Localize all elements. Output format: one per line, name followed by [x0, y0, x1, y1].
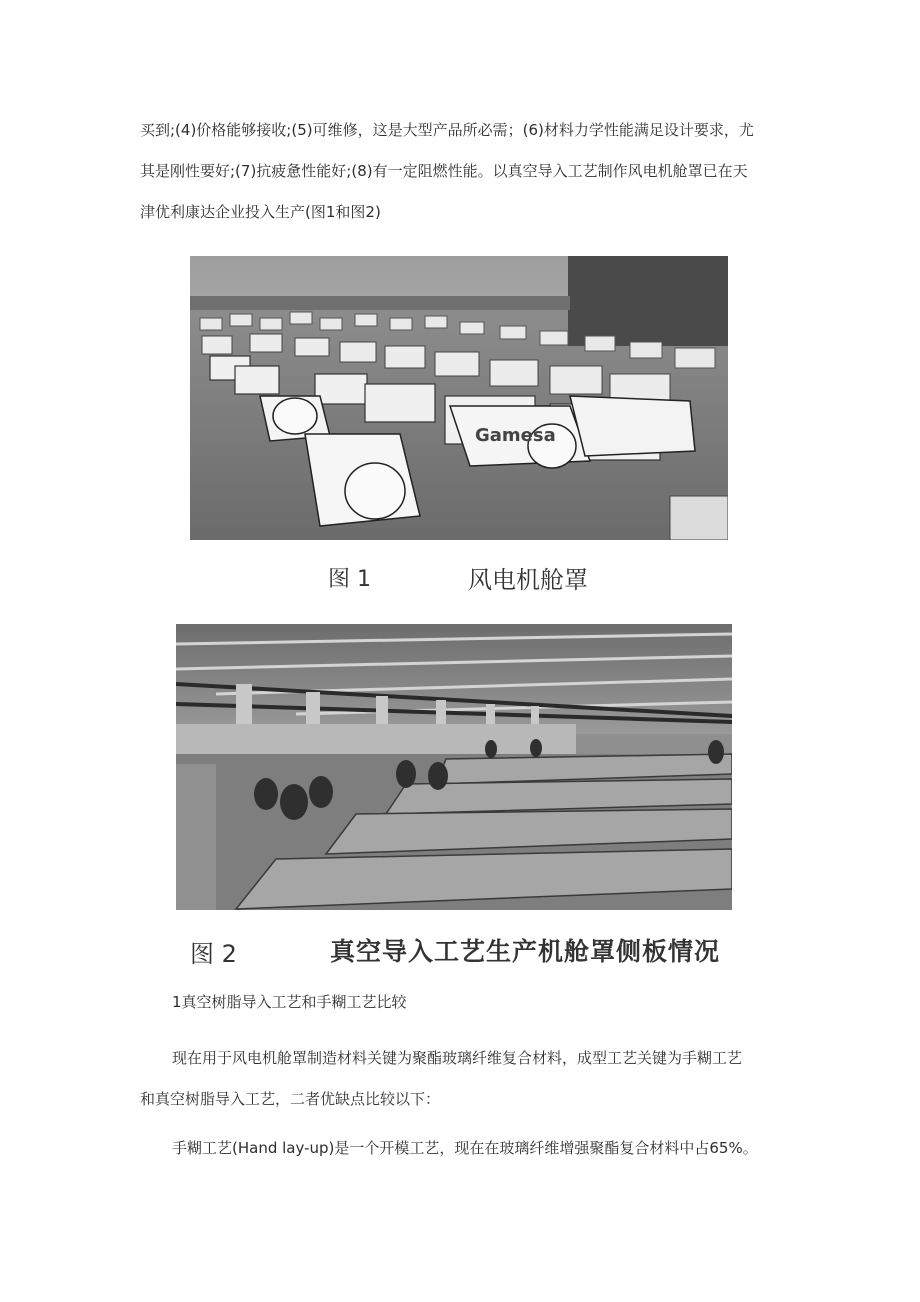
paragraph-line: 现在用于风电机舱罩制造材料关键为聚酯玻璃纤维复合材料，成型工艺关键为手糊工艺 — [172, 1049, 743, 1067]
paragraph-line: 其是刚性要好;(7)抗疲惫性能好;(8)有一定阻燃性能。以真空导入工艺制作风电机舱罩已在天 — [140, 162, 748, 180]
paragraph-line: 和真空树脂导入工艺，二者优缺点比较以下： — [140, 1090, 441, 1108]
figure-1-caption — [0, 560, 920, 594]
figure-1-photo — [190, 256, 728, 540]
figure-2-title: 真空导入工艺生产机舱罩侧板情况 — [330, 937, 721, 966]
figure-1-title: 风电机舱罩 — [468, 566, 588, 594]
section-heading: 1真空树脂导入工艺和手糊工艺比较 — [172, 993, 407, 1011]
figure-2-number: 图 2 — [190, 940, 237, 968]
figure-2-photo — [176, 624, 732, 910]
nacelle-yard-illustration — [190, 256, 728, 540]
figure-2-caption — [0, 932, 920, 966]
factory-floor-illustration — [176, 624, 732, 910]
paragraph-line: 手糊工艺(Hand lay-up)是一个开模工艺，现在在玻璃纤维增强聚酯复合材料中占65%。 — [172, 1139, 758, 1157]
figure-1-number: 图 1 — [328, 567, 371, 592]
nacelle-brand-label: Gamesa — [475, 425, 556, 446]
paragraph-line: 津优利康达企业投入生产(图1和图2) — [140, 203, 381, 221]
paragraph-line: 买到;(4)价格能够接收;(5)可维修，这是大型产品所必需；(6)材料力学性能满足设计要求，尤 — [140, 121, 754, 139]
